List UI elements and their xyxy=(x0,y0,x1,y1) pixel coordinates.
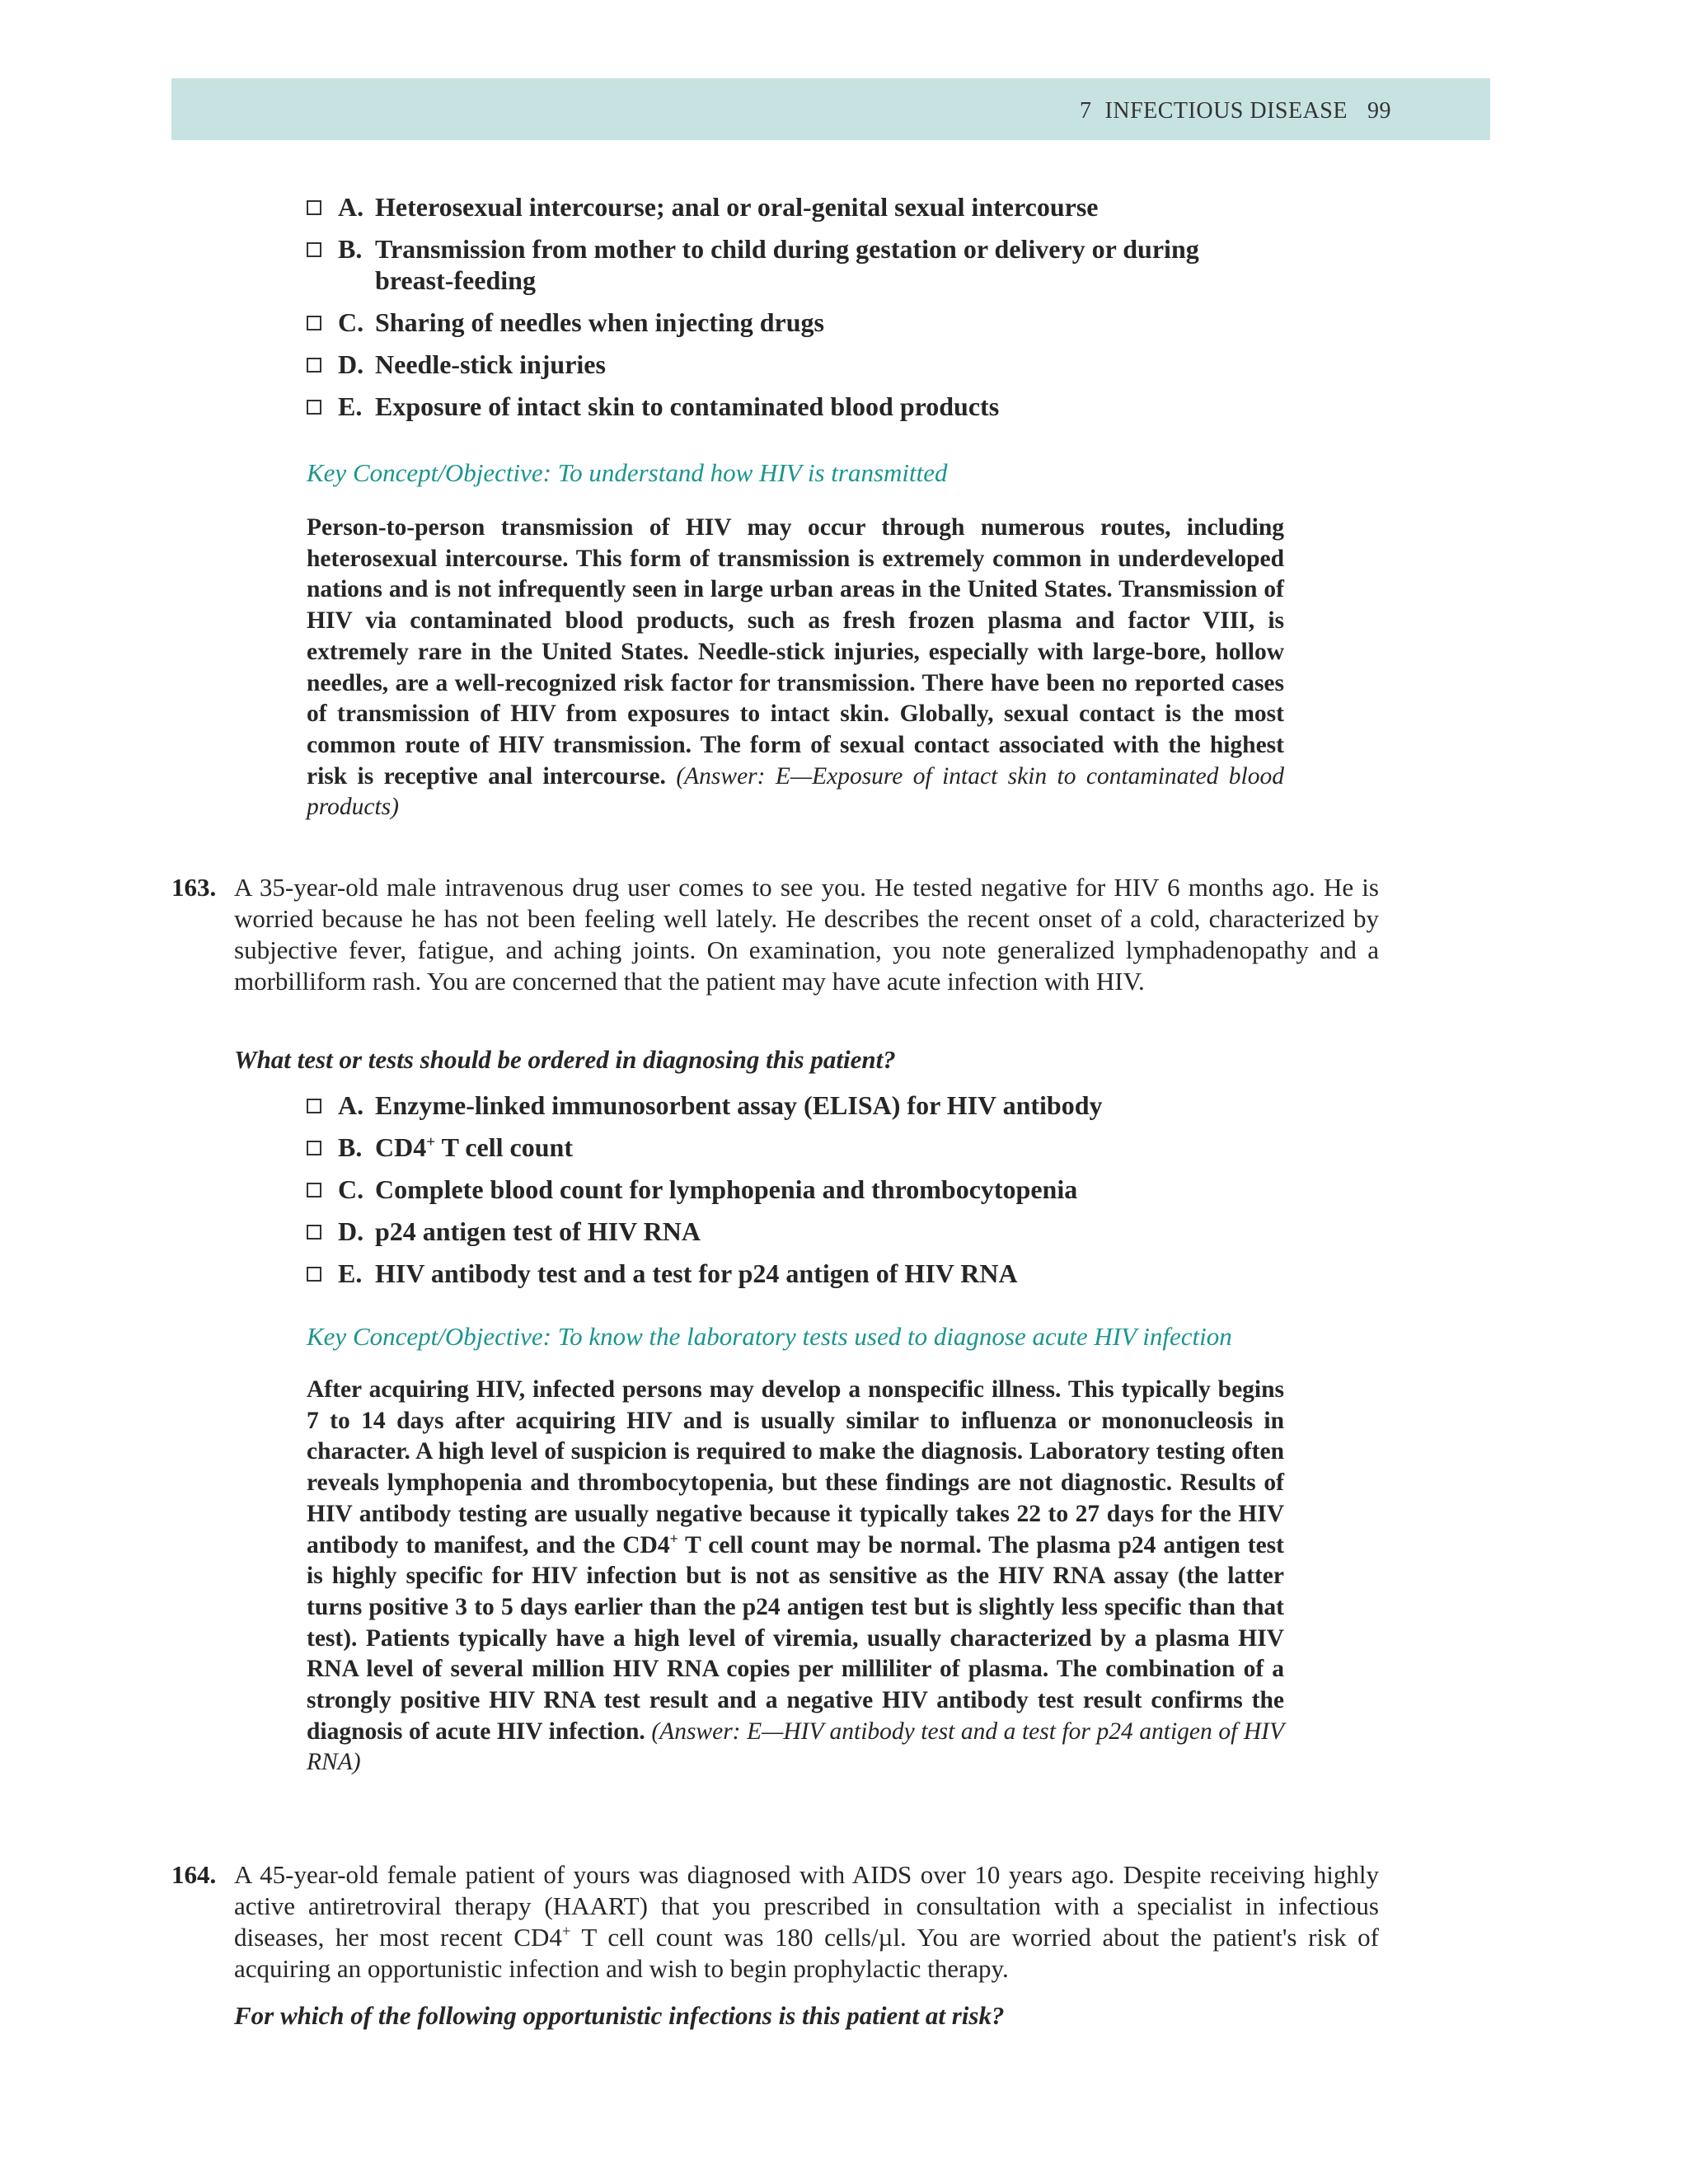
option-text-b: T cell count xyxy=(435,1132,573,1162)
option-text: Sharing of needles when injecting drugs xyxy=(375,307,824,337)
checkbox-icon[interactable] xyxy=(307,1183,321,1197)
q162-option-a[interactable] xyxy=(305,191,1294,223)
superscript: + xyxy=(426,1133,436,1151)
option-text xyxy=(375,1132,573,1162)
checkbox-icon[interactable] xyxy=(307,242,321,257)
option-letter: C. xyxy=(338,1174,364,1204)
stem-text-b: T cell count was 180 cells/µl. You are worried about the patient's risk of acquiring an opportunistic infection and wish to begin prophylactic therapy. xyxy=(234,1923,1379,1983)
q162-option-d[interactable] xyxy=(305,349,1294,380)
header-text xyxy=(1080,78,1391,140)
checkbox-icon[interactable] xyxy=(307,1099,321,1113)
q164-prompt: For which of the following opportunistic infections is this patient at risk? xyxy=(234,2001,1005,2030)
q163-option-e[interactable] xyxy=(305,1258,1294,1289)
answer-text: (Answer: E—HIV antibody test and a test for p24 antigen of HIV RNA) xyxy=(307,1718,1285,1776)
q163-option-b[interactable] xyxy=(305,1132,1294,1163)
option-text: Enzyme-linked immunosorbent assay (ELISA) for HIV antibody xyxy=(375,1090,1103,1120)
option-letter: B. xyxy=(338,1132,363,1162)
chapter-title: INFECTIOUS DISEASE xyxy=(1104,98,1348,124)
option-text: Transmission from mother to child during gestation or delivery or during breast-feeding xyxy=(375,234,1199,295)
option-text: Needle-stick injuries xyxy=(375,349,606,379)
q162-option-c[interactable] xyxy=(305,307,1294,338)
q162-option-e[interactable] xyxy=(305,391,1294,422)
option-text: Complete blood count for lymphopenia and thrombocytopenia xyxy=(375,1174,1078,1204)
checkbox-icon[interactable] xyxy=(307,200,321,215)
question-164 xyxy=(171,1859,1379,1985)
superscript: + xyxy=(669,1530,678,1547)
page-number: 99 xyxy=(1367,98,1391,124)
option-text-a: CD4 xyxy=(375,1132,427,1162)
running-header xyxy=(171,78,1490,140)
question-163 xyxy=(171,872,1379,997)
option-text: Exposure of intact skin to contaminated blood products xyxy=(375,391,1000,421)
checkbox-icon[interactable] xyxy=(307,400,321,415)
q162-options xyxy=(305,191,1294,433)
option-letter: A. xyxy=(338,1090,364,1120)
q162-explanation xyxy=(307,513,1284,823)
stem-text-a: A 45-year-old female patient of yours was diagnosed with AIDS over 10 years ago. Despite receiving highly active antiretroviral therapy (HAART) that you prescribed in consultation with a specialist in infectious diseases, her most recent CD4 xyxy=(234,1860,1379,1952)
question-number: 163. xyxy=(171,873,217,902)
explanation-text-b: T cell count may be normal. The plasma p24 antigen test is highly specific for HIV infection but is not as sensitive as the HIV RNA assay (the latter turns positive 3 to 5 days earlier than the p24 antigen test but is slightly less specific than that test). Patients typically have a high level of viremia, usually characterized by a plasma HIV RNA level of several million HIV RNA copies per milliliter of plasma. The combination of a strongly positive HIV RNA test result and a negative HIV antibody test result confirms the diagnosis of acute HIV infection. xyxy=(307,1531,1284,1745)
checkbox-icon[interactable] xyxy=(307,1225,321,1240)
q162-option-b[interactable] xyxy=(305,233,1232,296)
chapter-number: 7 xyxy=(1080,98,1092,124)
checkbox-icon[interactable] xyxy=(307,1267,321,1282)
q163-options xyxy=(305,1090,1294,1300)
superscript: + xyxy=(561,1923,571,1941)
option-letter: C. xyxy=(338,307,364,337)
checkbox-icon[interactable] xyxy=(307,1141,321,1155)
option-letter: E. xyxy=(338,1258,363,1288)
option-text: Heterosexual intercourse; anal or oral-genital sexual intercourse xyxy=(375,192,1099,222)
explanation-text-a: After acquiring HIV, infected persons may develop a nonspecific illness. This typically begins 7 to 14 days after acquiring HIV and is usually similar to influenza or mononucleosis in character. A high level of suspicion is required to make the diagnosis. Laboratory testing often reveals lymphopenia and thrombocytopenia, but these findings are not diagnostic. Results of HIV antibody testing are usually negative because it typically takes 22 to 27 days for the HIV antibody to manifest, and the CD4 xyxy=(307,1376,1284,1558)
checkbox-icon[interactable] xyxy=(307,358,321,373)
option-letter: D. xyxy=(338,349,364,379)
q163-key-concept: Key Concept/Objective: To know the laboratory tests used to diagnose acute HIV infection xyxy=(307,1322,1232,1351)
q163-option-a[interactable] xyxy=(305,1090,1294,1121)
option-text: p24 antigen test of HIV RNA xyxy=(375,1216,701,1246)
question-stem xyxy=(234,1859,1379,1985)
option-text: HIV antibody test and a test for p24 antigen of HIV RNA xyxy=(375,1258,1018,1288)
question-stem: A 35-year-old male intravenous drug user comes to see you. He tested negative for HIV 6 months ago. He is worried because he has not been feeling well lately. He describes the recent onset of a cold, characterized by subjective fever, fatigue, and aching joints. On examination, you note generalized lymphadenopathy and a morbilliform rash. You are concerned that the patient may have acute infection with HIV. xyxy=(234,873,1379,996)
option-letter: B. xyxy=(338,234,363,264)
q163-option-d[interactable] xyxy=(305,1216,1294,1247)
question-number: 164. xyxy=(171,1860,217,1889)
option-letter: E. xyxy=(338,391,363,421)
q163-prompt: What test or tests should be ordered in diagnosing this patient? xyxy=(234,1045,896,1074)
option-letter: D. xyxy=(338,1216,364,1246)
option-letter: A. xyxy=(338,192,364,222)
checkbox-icon[interactable] xyxy=(307,316,321,330)
q163-explanation xyxy=(307,1375,1284,1779)
q162-key-concept: Key Concept/Objective: To understand how HIV is transmitted xyxy=(307,458,948,487)
q163-option-c[interactable] xyxy=(305,1174,1294,1205)
answer-text: (Answer: E—Exposure of intact skin to contaminated blood products) xyxy=(307,762,1284,821)
explanation-text: Person-to-person transmission of HIV may occur through numerous routes, including heterosexual intercourse. This form of transmission is extremely common in underdeveloped nations and is not infrequently seen in large urban areas in the United States. Transmission of HIV via contaminated blood products, such as fresh frozen plasma and factor VIII, is extremely rare in the United States. Needle-stick injuries, especially with large-bore, hollow needles, are a well-recognized risk factor for transmission. There have been no reported cases of transmission of HIV from exposures to intact skin. Globally, sexual contact is the most common route of HIV transmission. The form of sexual contact associated with the highest risk is receptive anal intercourse. xyxy=(307,514,1284,790)
